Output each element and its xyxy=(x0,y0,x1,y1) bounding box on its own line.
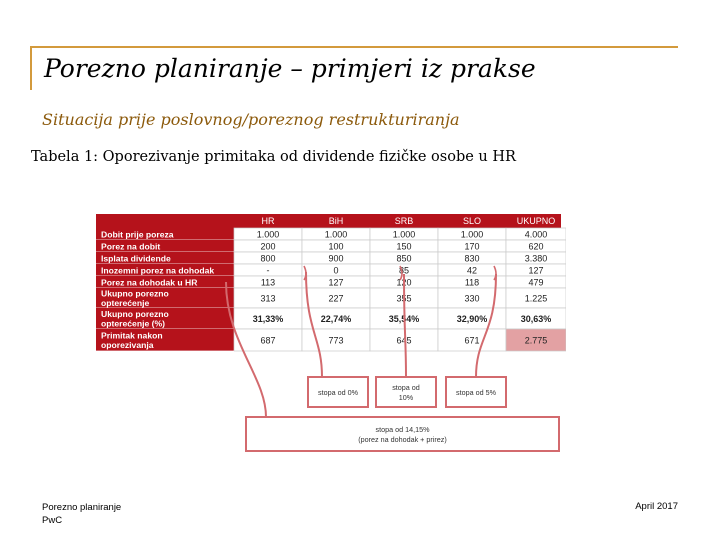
table-value: 118 xyxy=(464,277,480,288)
table-value: 200 xyxy=(260,241,276,252)
table-value: 1.000 xyxy=(460,229,484,240)
note-text: (porez na dohodak + prirez) xyxy=(358,435,447,444)
table-value: 620 xyxy=(528,241,544,252)
note-box-srb xyxy=(376,377,436,407)
table-value: 32,90% xyxy=(456,313,488,324)
column-header: BiH xyxy=(328,216,344,226)
column-header: UKUPNO xyxy=(516,216,556,226)
row-label: Porez na dobit xyxy=(101,241,161,252)
row-label: Isplata dividende xyxy=(101,253,171,264)
footer-presentation-name: Porezno planiranje xyxy=(42,502,122,513)
slide-subtitle: Situacija prije poslovnog/poreznog restrukturiranja xyxy=(42,110,460,129)
table-value: 31,33% xyxy=(252,313,284,324)
footer-company-name: PwC xyxy=(42,515,63,526)
table-caption: Tabela 1: Oporezivanje primitaka od dividende fizičke osobe u HR xyxy=(31,149,516,165)
title-frame-left-line xyxy=(30,46,32,90)
row-label: Dobit prije poreza xyxy=(101,229,174,240)
table-value: 1.225 xyxy=(524,293,548,304)
table-value: 671 xyxy=(464,335,480,346)
table-value: 830 xyxy=(464,253,480,264)
table-value: 127 xyxy=(528,265,544,276)
footer-left xyxy=(42,501,121,527)
table-value: 645 xyxy=(396,335,412,346)
table-value: 35,54% xyxy=(388,313,420,324)
dividend-tax-table xyxy=(96,214,566,454)
note-text: stopa od 5% xyxy=(456,388,496,397)
table-value: 3.380 xyxy=(524,253,548,264)
slide-title: Porezno planiranje – primjeri iz prakse xyxy=(44,54,536,83)
table-value: 313 xyxy=(260,293,276,304)
table-value: 30,63% xyxy=(520,313,552,324)
column-header: HR xyxy=(261,216,275,226)
table-value: 150 xyxy=(396,241,412,252)
table-value: 22,74% xyxy=(320,313,352,324)
table-value: 100 xyxy=(328,241,344,252)
table-value: 113 xyxy=(260,277,276,288)
table-value: 170 xyxy=(464,241,480,252)
note-text: stopa od 0% xyxy=(318,388,358,397)
row-label: Inozemni porez na dohodak xyxy=(101,265,215,276)
table-value: 0 xyxy=(333,265,339,276)
note-text: stopa od xyxy=(392,383,420,392)
column-header: SLO xyxy=(462,216,482,226)
table-value: 687 xyxy=(260,335,276,346)
row-label: oporezivanja xyxy=(101,340,154,350)
table-value: 330 xyxy=(464,293,480,304)
row-label: Primitak nakon xyxy=(101,330,163,341)
table-value: 1.000 xyxy=(256,229,280,240)
footer-date: April 2017 xyxy=(635,501,678,512)
row-label: Ukupno porezno xyxy=(101,288,169,299)
table-value: 355 xyxy=(396,293,412,304)
column-header: SRB xyxy=(394,216,414,226)
note-text: stopa od 14,15% xyxy=(375,425,430,434)
table-value: 479 xyxy=(528,277,544,288)
table-value: 42 xyxy=(466,265,478,276)
table-value: 800 xyxy=(260,253,276,264)
table-value: 773 xyxy=(328,335,344,346)
note-box-hr xyxy=(246,417,559,451)
row-label: opterećenje (%) xyxy=(101,318,165,329)
table-value: 1.000 xyxy=(392,229,416,240)
table-value: 227 xyxy=(328,293,344,304)
title-frame-top-line xyxy=(30,46,678,48)
table-value: 850 xyxy=(396,253,412,264)
row-label: Ukupno porezno xyxy=(101,309,169,319)
table-value: 127 xyxy=(328,277,344,288)
table-value: 4.000 xyxy=(524,229,548,240)
note-text: 10% xyxy=(398,393,414,402)
table-value: 85 xyxy=(398,265,410,276)
table-value: 2.775 xyxy=(524,335,548,346)
table-value: 120 xyxy=(396,277,412,288)
table-value: 900 xyxy=(328,253,344,264)
table-value: - xyxy=(266,265,270,276)
table-value: 1.000 xyxy=(324,229,348,240)
row-label: Porez na dohodak u HR xyxy=(101,277,198,288)
row-label: opterećenje xyxy=(101,298,150,308)
